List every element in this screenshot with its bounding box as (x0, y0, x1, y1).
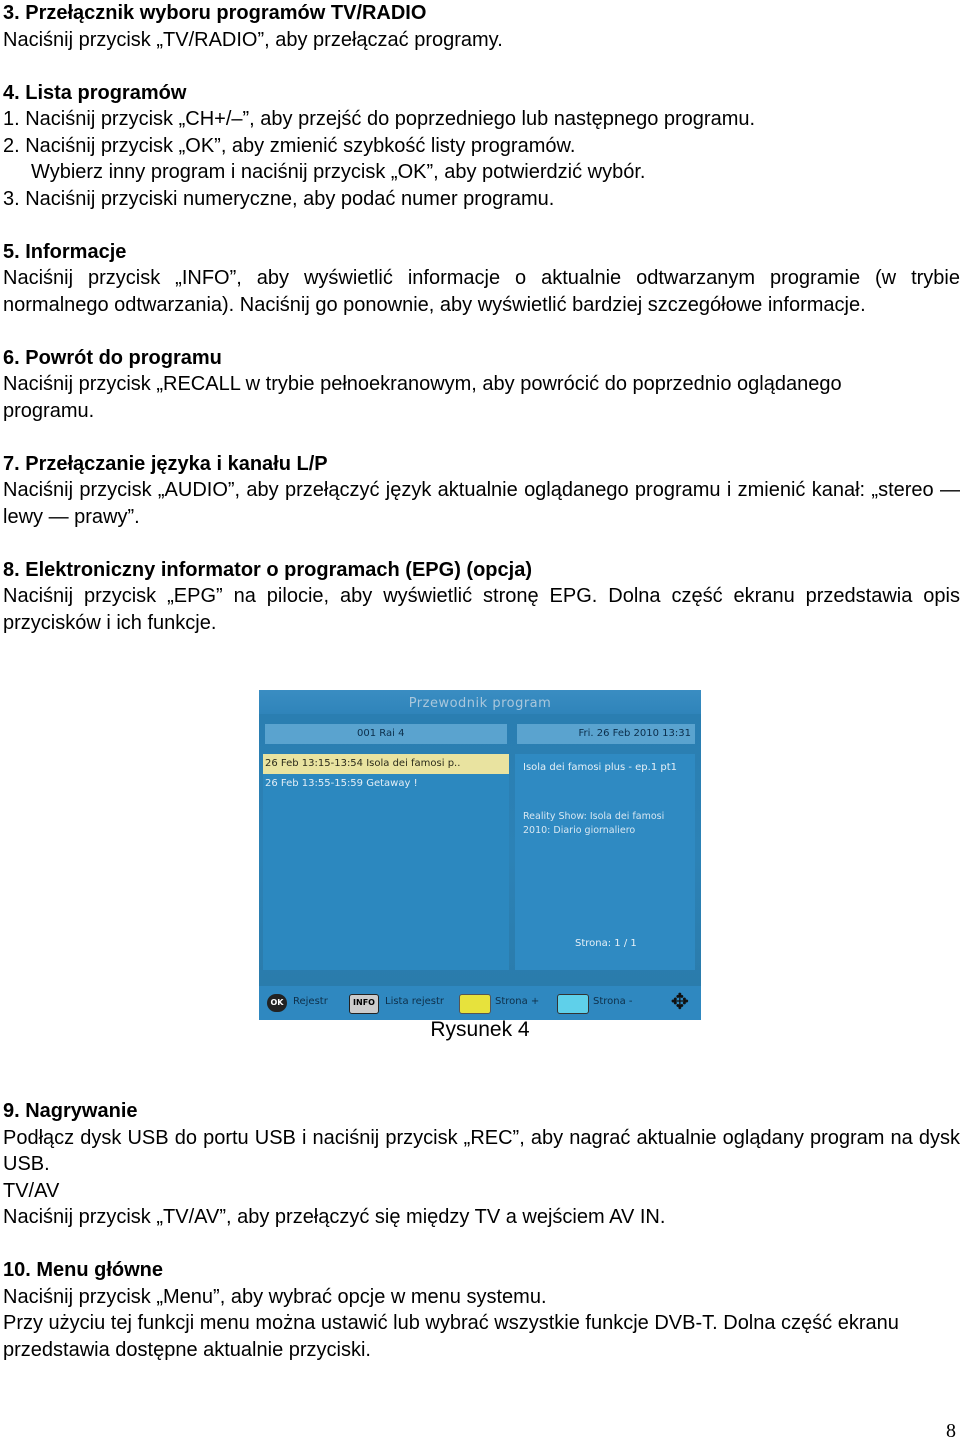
section-7 (3, 451, 960, 531)
epg-event-row-selected[interactable]: 26 Feb 13:15-13:54 Isola dei famosi p.. (263, 754, 509, 774)
navigation-arrows-icon: ✥ (670, 990, 689, 1015)
section-5 (3, 239, 960, 319)
section-8 (3, 557, 960, 637)
cyan-key-label: Strona - (593, 996, 633, 1007)
epg-info-panel (515, 754, 695, 970)
section-heading: 9. Nagrywanie (3, 1100, 138, 1122)
section-text: Przy użyciu tej funkcji menu można ustawić lub wybrać wszystkie funkcje DVB-T. Dolna część ekranu przedstawia dostępne aktualnie przyciski. (3, 1312, 899, 1361)
ok-key-label: Rejestr (293, 996, 328, 1007)
section-heading: 3. Przełącznik wyboru programów TV/RADIO (3, 2, 427, 24)
section-heading: 6. Powrót do programu (3, 346, 222, 369)
epg-screenshot (259, 690, 701, 1020)
list-item: Wybierz inny program i naciśnij przycisk „OK”, aby potwierdzić wybór. (31, 161, 646, 183)
section-text: Naciśnij przycisk „AUDIO”, aby przełączyć język aktualnie oglądanego programu i zmienić kanał: „stereo — lewy — prawy”. (3, 479, 960, 528)
epg-desc-line: 2010: Diario giornaliero (523, 825, 636, 836)
epg-date: Fri. 26 Feb 2010 13:31 (517, 724, 695, 744)
section-heading: 4. Lista programów (3, 81, 187, 104)
epg-channel-name: 001 Rai 4 (265, 724, 507, 744)
ok-key-icon: OK (267, 994, 287, 1012)
section-heading: 7. Przełączanie języka i kanału L/P (3, 452, 328, 475)
figure-caption: Rysunek 4 (430, 1018, 530, 1041)
section-text: Naciśnij przycisk „Menu”, aby wybrać opcje w menu systemu. (3, 1285, 547, 1308)
section-text: Naciśnij przycisk „TV/AV”, aby przełączyć się między TV a wejściem AV IN. (3, 1206, 666, 1228)
epg-event-list (263, 754, 509, 970)
section-heading: 5. Informacje (3, 240, 127, 263)
list-item: 2. Naciśnij przycisk „OK”, aby zmienić szybkość listy programów. (3, 134, 576, 157)
section-text: Naciśnij przycisk „TV/RADIO”, aby przełączać programy. (3, 28, 503, 51)
section-text: Naciśnij przycisk „INFO”, aby wyświetlić informacje o aktualnie odtwarzanym programie (w trybie normalnego odtwarzania). Naciśnij go ponownie, aby wyświetlić bardziej szczegółowe informacje. (3, 267, 960, 316)
epg-page-indicator: Strona: 1 / 1 (575, 938, 637, 949)
info-key-label: Lista rejestr (385, 996, 445, 1007)
section-text: Naciśnij przycisk „RECALL w trybie pełnoekranowym, aby powrócić do poprzednio oglądanego programu. (3, 373, 842, 422)
section-6 (3, 345, 960, 425)
yellow-key-icon (459, 994, 491, 1014)
epg-footer (259, 986, 701, 1020)
epg-desc-line: Reality Show: Isola dei famosi (523, 811, 665, 822)
document-body (3, 0, 960, 663)
section-text: Podłącz dysk USB do portu USB i naciśnij przycisk „REC”, aby nagrać aktualnie oglądany program na dysk USB. (3, 1126, 960, 1175)
section-text: Naciśnij przycisk „EPG” na pilocie, aby wyświetlić stronę EPG. Dolna część ekranu przedstawia opis przycisków i ich funkcje. (3, 585, 960, 634)
epg-info-title: Isola dei famosi plus - ep.1 pt1 (523, 762, 677, 773)
section-3 (3, 0, 960, 53)
section-heading: 8. Elektroniczny informator o programach (EPG) (opcja) (3, 558, 532, 581)
section-9 (3, 1098, 960, 1231)
cyan-key-icon (557, 994, 589, 1014)
epg-info-description (523, 810, 664, 838)
page-number: 8 (946, 1420, 956, 1442)
section-heading: 10. Menu główne (3, 1259, 164, 1281)
subsection-heading: TV/AV (3, 1179, 60, 1202)
section-4 (3, 80, 960, 213)
list-item: 1. Naciśnij przycisk „CH+/–”, aby przejść do poprzedniego lub następnego programu. (3, 108, 756, 130)
yellow-key-label: Strona + (495, 996, 540, 1007)
epg-event-row[interactable]: 26 Feb 13:55-15:59 Getaway ! (265, 778, 418, 789)
epg-title: Przewodnik program (408, 696, 552, 711)
info-key-icon: INFO (349, 994, 379, 1014)
section-10 (3, 1257, 960, 1363)
list-item: 3. Naciśnij przyciski numeryczne, aby podać numer programu. (3, 187, 555, 210)
document-body-continued (3, 1098, 960, 1390)
